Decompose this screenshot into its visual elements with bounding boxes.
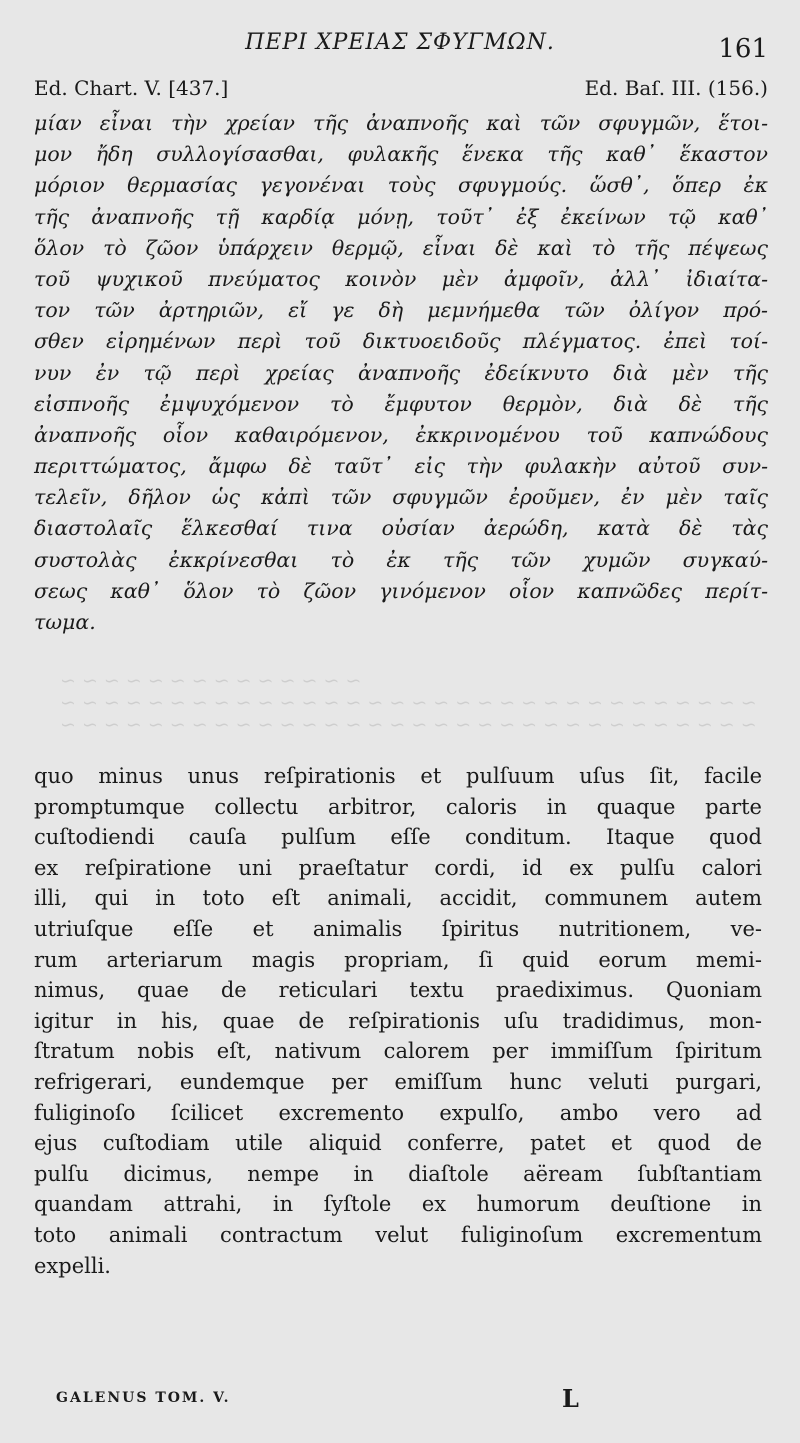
latin-line: quo minus unus reſpirationis et pulſuum uſus ſit, facile — [34, 764, 762, 788]
greek-line: τωμα. — [34, 610, 96, 634]
show-through-texture: ~ ~ ~ ~ ~ ~ ~ ~ ~ ~ ~ ~ ~ ~ ~ ~ ~ ~ ~ ~ ~ ~ ~ ~ ~ ~ ~ ~ ~ ~ ~ ~ ~ ~ ~ ~ ~ ~ ~ ~ ~ ~ ~ ~ ~ ~ ~ ~ ~ ~ ~ ~ ~ ~ ~ ~ ~ ~ ~ ~ ~ ~ ~ ~ ~ ~ ~ ~ ~ ~ ~ ~ ~ ~ ~ ~ ~ ~ — [60, 670, 757, 736]
greek-line: τοῦ ψυχικοῦ πνεύματος κοινὸν μὲν ἀμφοῖν, ἀλλ᾽ ἰδιαίτα- — [34, 266, 768, 291]
latin-line: refrigerari, eundemque per emiſſum hunc veluti purgari, — [34, 1069, 762, 1094]
latin-line: nimus, quae de reticulari textu praediximus. Quoniam — [34, 978, 762, 1003]
greek-line: εἰσπνοῆς ἐμψυχόμενον τὸ ἔμφυτον θερμὸν, διὰ δὲ τῆς — [34, 391, 768, 416]
greek-line: μόριον θερμασίας γεγονέναι τοὺς σφυγμούς. ὥσθ᾽, ὅπερ ἐκ — [34, 173, 768, 198]
printer-signature: GALENUS TOM. V. — [56, 1390, 231, 1406]
latin-line: quandam attrahi, in ſyſtole ex humorum deuſtione in — [34, 1192, 762, 1217]
page-number: 161 — [718, 34, 768, 64]
greek-line: τῆς ἀναπνοῆς τῇ καρδίᾳ μόνῃ, τοῦτ᾽ ἐξ ἐκείνων τῷ καθ᾽ — [34, 204, 768, 229]
latin-line: utriuſque eſſe et animalis ſpiritus nutritionem, ve- — [34, 916, 762, 941]
gathering-mark: L — [562, 1384, 579, 1413]
greek-line: ὅλον τὸ ζῶον ὑπάρχειν θερμῷ, εἶναι δὲ καὶ τὸ τῆς πέψεως — [34, 235, 768, 260]
greek-line: μον ἤδη συλλογίσασθαι, φυλακῆς ἕνεκα τῆς καθ᾽ ἕκαστον — [34, 142, 768, 167]
greek-line: τον τῶν ἀρτηριῶν, εἴ γε δὴ μεμνήμεθα τῶν ὀλίγον πρό- — [34, 298, 768, 323]
greek-line: σεως καθ᾽ ὅλον τὸ ζῶον γινόμενον οἷον καπνῶδες περίτ- — [34, 578, 768, 603]
latin-line: pulſu dicimus, nempe in diaſtole aëream ſubſtantiam — [34, 1161, 762, 1186]
latin-line: ſtratum nobis eſt, nativum calorem per immiſſum ſpiritum — [34, 1039, 762, 1064]
greek-line: συστολὰς ἐκκρίνεσθαι τὸ ἐκ τῆς τῶν χυμῶν συγκαύ- — [34, 547, 768, 572]
running-title: ΠΕΡΙ ΧΡΕΙΑΣ ΣΦΥΓΜΩΝ. — [245, 30, 555, 55]
latin-line: cuſtodiendi cauſa pulſum eſſe conditum. Itaque quod — [34, 825, 762, 850]
edition-references — [34, 76, 768, 106]
greek-line: τελεῖν, δῆλον ὡς κἀπὶ τῶν σφυγμῶν ἐροῦμεν, ἐν μὲν ταῖς — [34, 485, 768, 510]
latin-line: promptumque collectu arbitror, caloris in quaque parte — [34, 794, 762, 819]
greek-text — [34, 108, 768, 638]
latin-line: fuliginoſo ſcilicet excremento expulſo, ambo vero ad — [34, 1100, 762, 1125]
latin-line: illi, qui in toto eſt animali, accidit, communem autem — [34, 886, 762, 911]
edition-chart-reference: Ed. Chart. V. [437.] — [34, 76, 229, 100]
greek-line: ἀναπνοῆς οἷον καθαιρόμενον, ἐκκρινομένου τοῦ καπνώδους — [34, 422, 768, 447]
latin-text — [34, 761, 762, 1281]
latin-line: ejus cuſtodiam utile aliquid conferre, patet et quod de — [34, 1131, 762, 1156]
latin-line: igitur in his, quae de reſpirationis uſu tradidimus, mon- — [34, 1008, 762, 1033]
greek-line: μίαν εἶναι τὴν χρείαν τῆς ἀναπνοῆς καὶ τῶν σφυγμῶν, ἕτοι- — [34, 111, 768, 135]
greek-line: περιττώματος, ἄμφω δὲ ταῦτ᾽ εἰς τὴν φυλακὴν αὐτοῦ συν- — [34, 454, 768, 479]
running-head — [0, 30, 800, 62]
greek-line: σθεν εἰρημένων περὶ τοῦ δικτυοειδοῦς πλέγματος. ἐπεὶ τοί- — [34, 329, 768, 354]
greek-line: διαστολαῖς ἕλκεσθαί τινα οὐσίαν ἀερώδη, κατὰ δὲ τὰς — [34, 516, 768, 541]
page-footer — [56, 1384, 756, 1414]
greek-line: νυν ἐν τῷ περὶ χρείας ἀναπνοῆς ἐδείκνυτο διὰ μὲν τῆς — [34, 360, 768, 385]
latin-line: toto animali contractum velut fuliginoſum excrementum — [34, 1222, 762, 1247]
edition-basel-reference: Ed. Baſ. III. (156.) — [584, 76, 768, 100]
latin-line: ex reſpiratione uni praeſtatur cordi, id ex pulſu calori — [34, 855, 762, 880]
latin-line: rum arteriarum magis propriam, ſi quid eorum memi- — [34, 947, 762, 972]
latin-line: expelli. — [34, 1253, 111, 1278]
